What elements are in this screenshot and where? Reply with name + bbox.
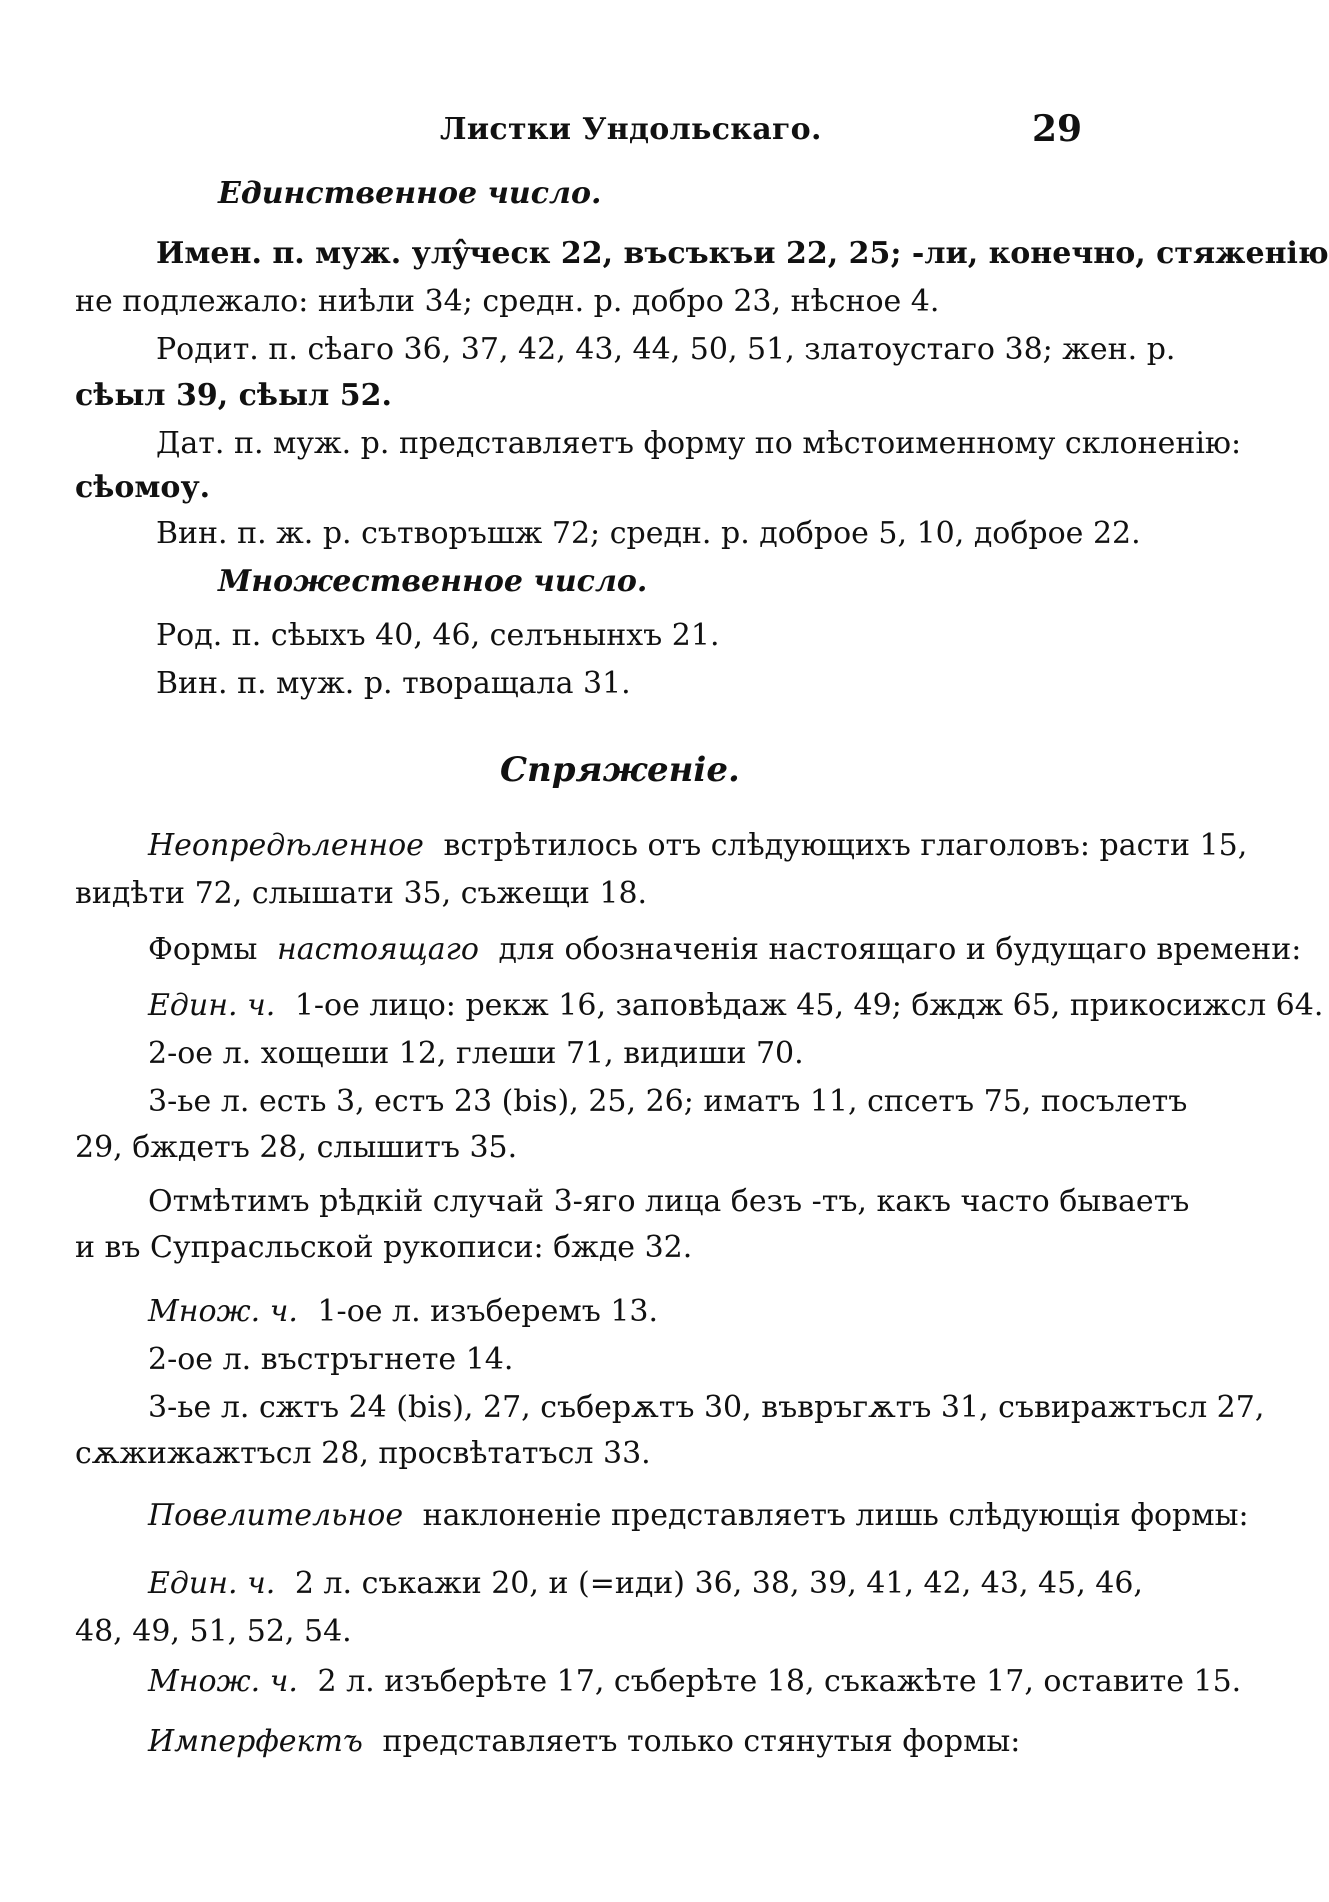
plural-heading: Множественное число. [218,564,648,599]
imperfect-label: Имперфектъ [148,1724,363,1759]
text-line: 29, бждетъ 28, слышитъ 35. [75,1130,518,1165]
text-line: Род. п. сѣыхъ 40, 46, селънынхъ 21. [156,618,720,653]
text-span: для обозначенія настоящаго и будущаго времени: [498,932,1302,967]
infinitive-label: Неопредѣленное [148,828,424,863]
text-line [148,1292,658,1332]
pl-label: Множ. ч. [148,1294,298,1329]
text-span: 1-ое лицо: рекж 16, заповѣдаж 45, 49; бждж 65, прикосижсл 64. [294,988,1324,1023]
text-span: встрѣтилось отъ слѣдующихъ глаголовъ: расти 15, [443,828,1248,863]
page-header [0,108,1140,158]
text-line: Вин. п. ж. р. сътворъшж 72; средн. р. доброе 5, 10, доброе 22. [156,516,1141,551]
text-line: Имен. п. муж. улŷческ 22, въсъкъи 22, 25; -ли, конечно, стяженію [156,236,1329,271]
text-span: наклоненіе представляетъ лишь слѣдующія формы: [422,1498,1249,1533]
text-span: 1-ое л. изъберемъ 13. [317,1294,659,1329]
imp-sg-label: Един. ч. [148,1566,276,1601]
text-line [148,1662,1241,1702]
imp-pl-label: Множ. ч. [148,1664,298,1699]
text-line: Родит. п. сѣаго 36, 37, 42, 43, 44, 50, 51, златоустаго 38; жен. р. [156,332,1176,367]
text-line: 3-ье л. есть 3, естъ 23 (bis), 25, 26; иматъ 11, спсетъ 75, посълетъ [148,1084,1188,1119]
text-line: Вин. п. муж. р. творащала 31. [156,666,631,701]
text-line [148,1722,1020,1762]
text-line: сѫжижажтъсл 28, просвѣтатъсл 33. [75,1436,651,1471]
text-line [148,1564,1143,1604]
section-title: Спряженіе. [500,750,740,790]
present-label: настоящаго [276,932,479,967]
singular-heading: Единственное число. [218,176,602,211]
imperative-label: Повелительное [148,1498,404,1533]
text-line [148,986,1323,1026]
text-line: сѣомоу. [75,470,211,505]
text-line: 2-ое л. въстръгнете 14. [148,1342,514,1377]
text-line: 2-ое л. хощеши 12, глеши 71, видиши 70. [148,1036,804,1071]
text-line: Отмѣтимъ рѣдкій случай 3-яго лица безъ -тъ, какъ часто бываетъ [148,1184,1190,1219]
text-line: и въ Супрасльской рукописи: бжде 32. [75,1230,693,1265]
text-line: не подлежало: ниѣли 34; средн. р. добро 23, нѣсное 4. [75,284,940,319]
text-line [148,826,1248,866]
text-span: 2 л. съкажи 20, и (=иди) 36, 38, 39, 41, 42, 43, 45, 46, [294,1566,1143,1601]
text-line: сѣыл 39, сѣыл 52. [75,378,392,413]
text-span: Формы [148,932,258,967]
text-span: представляетъ только стянутыя формы: [382,1724,1021,1759]
sg-label: Един. ч. [148,988,276,1023]
text-line: Дат. п. муж. р. представляетъ форму по мѣстоименному склоненію: [156,426,1242,461]
text-line: 3-ье л. сжтъ 24 (bis), 27, съберѫтъ 30, въвръгѫтъ 31, съвиражтъсл 27, [148,1390,1265,1425]
text-line [148,930,1302,970]
text-line [148,1496,1249,1536]
running-title: Листки Ундольскаго. [440,112,822,147]
text-line: видѣти 72, слышати 35, съжещи 18. [75,876,648,911]
text-span: 2 л. изъберѣте 17, съберѣте 18, съкажѣте 17, оставите 15. [317,1664,1242,1699]
text-line: 48, 49, 51, 52, 54. [75,1614,352,1649]
page-number: 29 [1032,108,1083,150]
